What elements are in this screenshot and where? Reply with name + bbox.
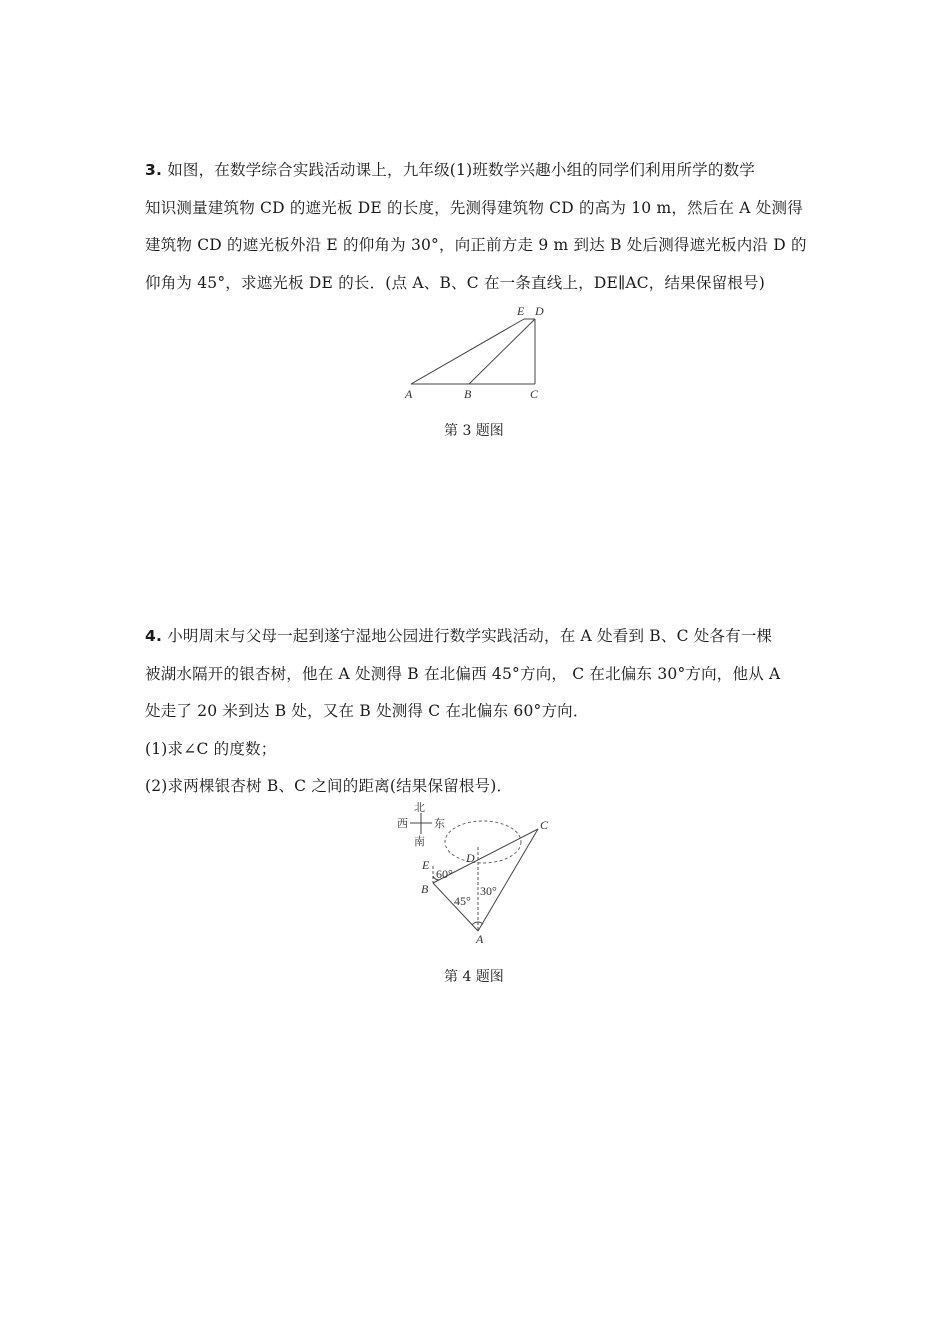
question-4-line-3: 处走了 20 米到达 B 处，又在 B 处测得 C 在北偏东 60°方向． xyxy=(145,702,589,720)
question-3-number: 3. xyxy=(145,161,163,179)
lake-ellipse xyxy=(445,821,521,863)
label-e: E xyxy=(517,304,525,318)
compass-east: 东 xyxy=(434,817,445,830)
question-4-part-2: (2)求两棵银杏树 B、C 之间的距离(结果保留根号)． xyxy=(145,777,513,795)
question-3-line-4: 仰角为 45°，求遮光板 DE 的长．(点 A、B、C 在一条直线上，DE∥AC，结果保留根号) xyxy=(145,273,765,292)
compass-icon xyxy=(397,801,445,848)
compass-south: 南 xyxy=(414,835,425,848)
label-e: E xyxy=(422,858,430,872)
question-3-line-3: 建筑物 CD 的遮光板外沿 E 的仰角为 30°，向正前方走 9 m 到达 B 处后测得遮光板内沿 D 的 xyxy=(145,236,807,254)
question-3-line-1: 3. 如图，在数学综合实践活动课上，九年级(1)班数学兴趣小组的同学们利用所学的数学 xyxy=(145,161,755,179)
angle-arc-a-right xyxy=(478,922,483,924)
compass-north: 北 xyxy=(414,801,425,814)
question-3-line-2: 知识测量建筑物 CD 的遮光板 DE 的长度，先测得建筑物 CD 的高为 10 m，然后在 A 处测得 xyxy=(145,198,803,217)
label-b: B xyxy=(421,882,429,896)
question-4-line-2: 被湖水隔开的银杏树，他在 A 处测得 B 在北偏西 45°方向， C 在北偏东 30°方向，他从 A xyxy=(145,664,781,683)
label-d: D xyxy=(535,304,544,318)
angle-60: 60° xyxy=(436,867,453,881)
question-4-part-1: (1)求∠C 的度数； xyxy=(145,739,277,758)
label-a: A xyxy=(476,932,484,946)
angle-45: 45° xyxy=(454,894,471,908)
angle-arc-a-left xyxy=(472,922,478,925)
compass-west: 西 xyxy=(397,817,408,830)
figure-3-caption: 第 3 题图 xyxy=(444,423,504,439)
figure-4-caption: 第 4 题图 xyxy=(444,969,504,985)
label-d: D xyxy=(466,851,475,865)
label-a: A xyxy=(405,387,413,401)
question-4-number: 4. xyxy=(145,627,163,645)
question-4-line-1: 4. 小明周末与父母一起到遂宁湿地公园进行数学实践活动，在 A 处看到 B、C 处各有一棵 xyxy=(145,627,773,645)
angle-30: 30° xyxy=(480,884,497,898)
label-b: B xyxy=(464,387,472,401)
label-c: C xyxy=(530,387,539,401)
label-c: C xyxy=(540,818,549,832)
